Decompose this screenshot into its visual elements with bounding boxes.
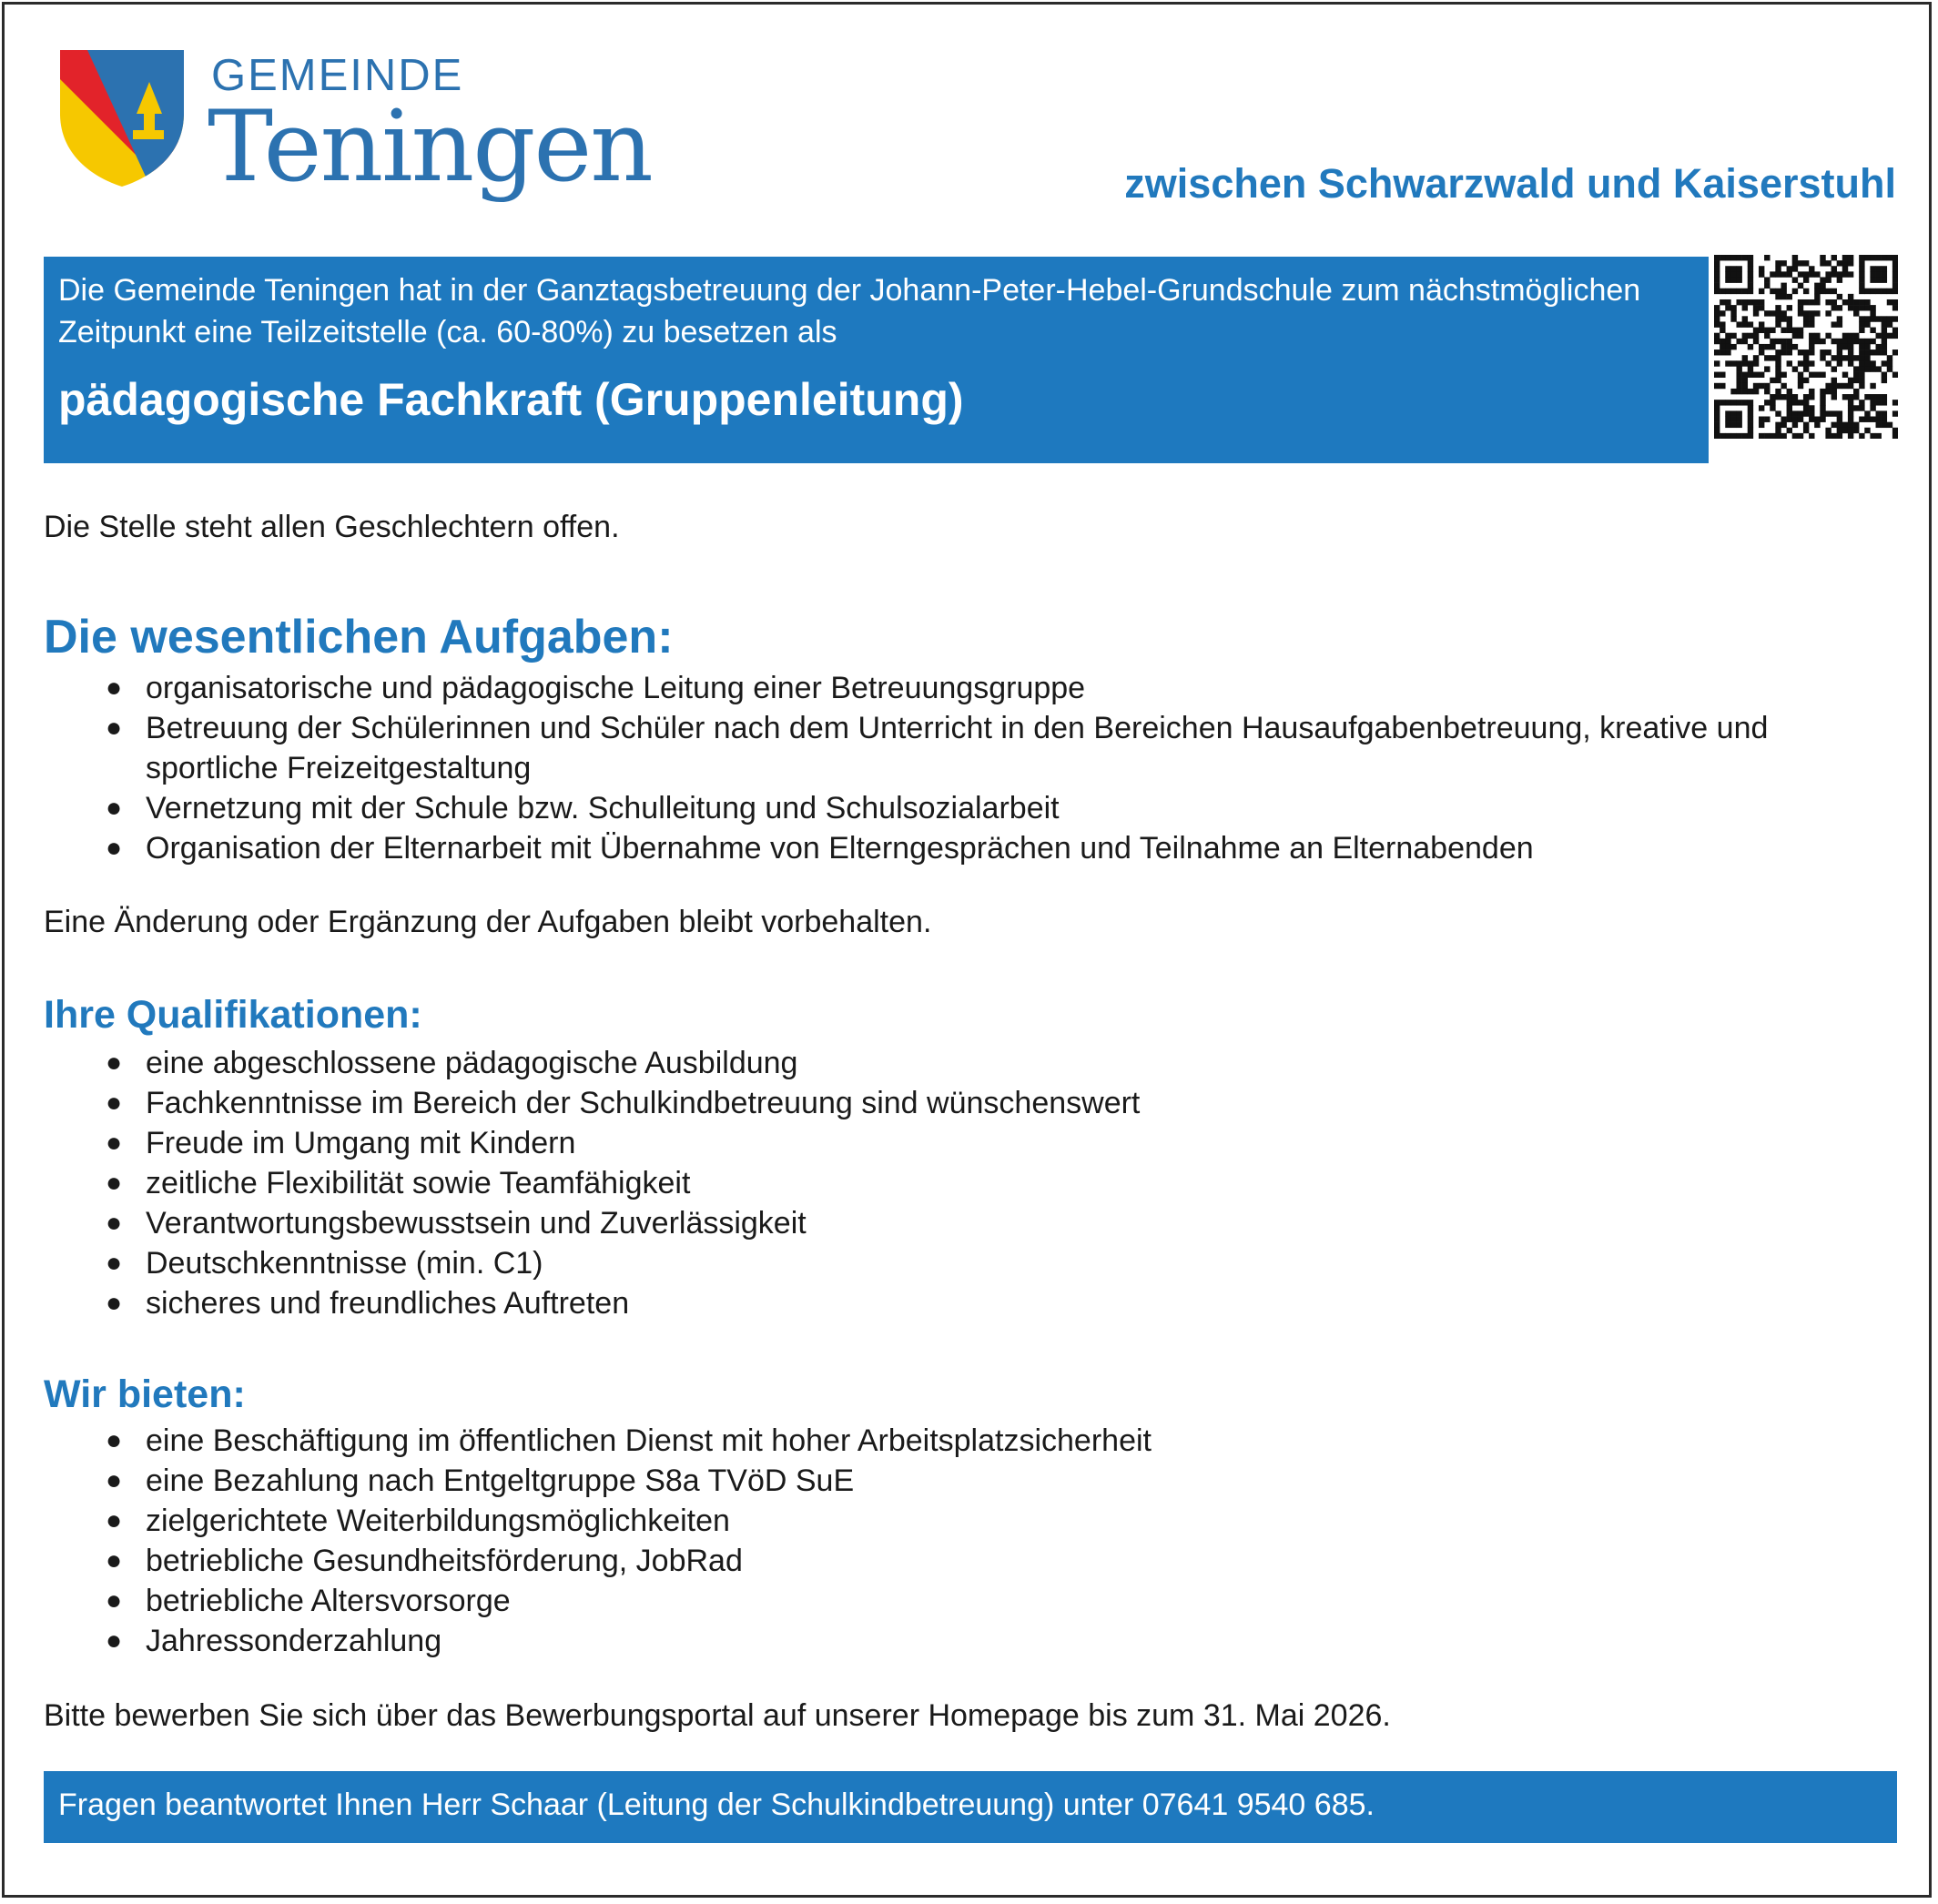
- logo-wordmark: Teningen: [208, 90, 652, 204]
- list-item: ● eine abgeschlossene pädagogische Ausbildung: [44, 1043, 1901, 1083]
- bullet-icon: ●: [106, 1465, 123, 1495]
- bullet-icon: ●: [106, 1168, 123, 1198]
- slogan: zwischen Schwarzwald und Kaiserstuhl: [1124, 160, 1896, 207]
- list-item: ● eine Beschäftigung im öffentlichen Dienst mit hoher Arbeitsplatzsicherheit: [44, 1421, 1901, 1461]
- open-note: Die Stelle steht allen Geschlechtern offen.: [44, 510, 620, 544]
- bullet-icon: ●: [106, 1288, 123, 1318]
- bullet-icon: ●: [106, 1585, 123, 1615]
- qualifications-list: [44, 1043, 1901, 1323]
- list-item: ● betriebliche Altersvorsorge: [44, 1581, 1901, 1621]
- list-item: ● Fachkenntnisse im Bereich der Schulkindbetreuung sind wünschenswert: [44, 1083, 1901, 1123]
- offer-list: [44, 1421, 1901, 1661]
- list-item: ● Vernetzung mit der Schule bzw. Schulleitung und Schulsozialarbeit: [44, 788, 1901, 828]
- bullet-icon: ●: [106, 1208, 123, 1238]
- tasks-heading: Die wesentlichen Aufgaben:: [44, 611, 674, 663]
- list-item: ● organisatorische und pädagogische Leitung einer Betreuungsgruppe: [44, 668, 1901, 708]
- contact-banner: [44, 1771, 1897, 1843]
- list-item: ● zeitliche Flexibilität sowie Teamfähigkeit: [44, 1163, 1901, 1203]
- bullet-icon: ●: [106, 1248, 123, 1278]
- list-item: ● sicheres und freundliches Auftreten: [44, 1283, 1901, 1323]
- contact-text: Fragen beantwortet Ihnen Herr Schaar (Leitung der Schulkindbetreuung) unter 07641 9540 685.: [58, 1788, 1375, 1822]
- qr-code[interactable]: [1714, 255, 1898, 443]
- bullet-icon: ●: [106, 1128, 123, 1158]
- list-item: ● Deutschkenntnisse (min. C1): [44, 1243, 1901, 1283]
- intro-banner: [44, 257, 1709, 463]
- list-item: ● eine Bezahlung nach Entgeltgruppe S8a TVöD SuE: [44, 1461, 1901, 1501]
- list-item: ● Organisation der Elternarbeit mit Übernahme von Elterngesprächen und Teilnahme an Elternabenden: [44, 828, 1901, 868]
- bullet-icon: ●: [106, 713, 123, 743]
- offer-heading: Wir bieten:: [44, 1372, 246, 1416]
- logo-wordmark-small: GEMEINDE: [211, 51, 464, 100]
- job-title: pädagogische Fachkraft (Gruppenleitung): [58, 374, 964, 425]
- list-item: ● betriebliche Gesundheitsförderung, JobRad: [44, 1541, 1901, 1581]
- list-item: ● Betreuung der Schülerinnen und Schüler nach dem Unterricht in den Bereichen Hausaufgabenbetreuung, kreative und sportliche Freizeitgestaltung: [44, 708, 1901, 788]
- application-note: Bitte bewerben Sie sich über das Bewerbungsportal auf unserer Homepage bis zum 31. Mai 2026.: [44, 1698, 1391, 1733]
- bullet-icon: ●: [106, 793, 123, 823]
- bullet-icon: ●: [106, 673, 123, 703]
- list-item: ● Freude im Umgang mit Kindern: [44, 1123, 1901, 1163]
- bullet-icon: ●: [106, 1425, 123, 1455]
- intro-text: Die Gemeinde Teningen hat in der Ganztagsbetreuung der Johann-Peter-Hebel-Grundschule zum nächstmöglichen Zeitpunkt eine Teilzeitstelle (ca. 60-80%) zu besetzen als: [58, 273, 1641, 349]
- list-item: ● zielgerichtete Weiterbildungsmöglichkeiten: [44, 1501, 1901, 1541]
- bullet-icon: ●: [106, 1625, 123, 1656]
- list-item: ● Jahressonderzahlung: [44, 1621, 1901, 1661]
- list-item: ● Verantwortungsbewusstsein und Zuverlässigkeit: [44, 1203, 1901, 1243]
- bullet-icon: ●: [106, 1505, 123, 1535]
- qualifications-heading: Ihre Qualifikationen:: [44, 993, 422, 1037]
- bullet-icon: ●: [106, 1545, 123, 1575]
- tasks-note: Eine Änderung oder Ergänzung der Aufgaben bleibt vorbehalten.: [44, 905, 932, 939]
- bullet-icon: ●: [106, 1048, 123, 1078]
- bullet-icon: ●: [106, 1088, 123, 1118]
- coat-of-arms-logo: [60, 50, 184, 193]
- bullet-icon: ●: [106, 833, 123, 863]
- tasks-list: [44, 668, 1901, 868]
